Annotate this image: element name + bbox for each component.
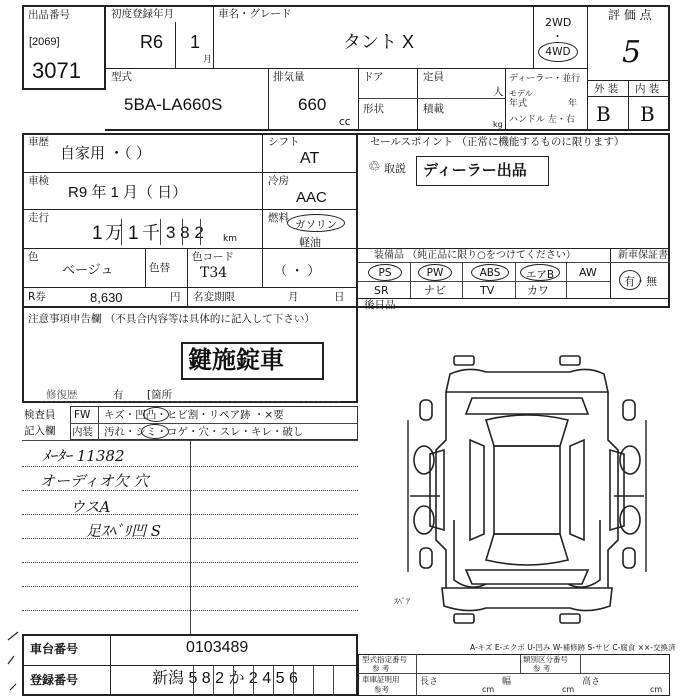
score-ext-label: 外 装 [594, 83, 619, 95]
model-year-label-2: 年式 [509, 99, 528, 109]
inspector-row2: 汚れ・シミ・コゲ・穴・スレ・キレ・破し [104, 426, 304, 438]
door-label: ドア [363, 71, 384, 83]
load-label: 積載 [423, 103, 444, 115]
cert-height: 高さ [582, 677, 601, 687]
mileage-man-unit: 万 [105, 223, 123, 243]
equip-aw: AW [579, 266, 597, 279]
color-value: ベージュ [62, 262, 114, 277]
repair-has: 有 [113, 389, 124, 401]
warranty-value: 有・無 [624, 275, 657, 288]
equip-ps: PS [368, 264, 402, 281]
mileage-man: 1 [92, 223, 103, 244]
equip-sr: SR [374, 284, 389, 297]
lock-stamp-text: 鍵施錠車 [188, 347, 284, 374]
first-reg-month: 1 [190, 32, 201, 52]
score-int: B [640, 102, 655, 126]
score-ext: B [596, 102, 611, 126]
fuel-paren: （ ・ ） [274, 263, 321, 278]
inspector-fw: FW [74, 409, 91, 421]
equipment-label: 装備品 （純正品に限り○をつけてください） [374, 250, 576, 261]
plate-label: 登録番号 [30, 673, 79, 687]
hand-line-1: ﾒｰﾀｰ 11382 [42, 447, 125, 465]
load-unit: kg [493, 120, 503, 129]
mileage-label: 走行 [28, 212, 49, 224]
first-reg-year: R6 [140, 32, 164, 52]
class-label-1: 類別区分番号 [523, 655, 568, 664]
first-reg-label: 初度登録年月 [111, 8, 174, 20]
displacement-unit: cc [339, 116, 351, 128]
hand-line-2: オーディオ欠 穴 [40, 472, 149, 490]
cert-length-unit: cm [482, 685, 495, 694]
model-designation-label-1: 型式指定番号 [362, 655, 407, 664]
drive-4wd: 4WD [545, 46, 571, 58]
recycle-label: R券 [28, 291, 46, 303]
name-change-month: 月 [288, 291, 299, 303]
usage-value: 自家用 ・（ ） [60, 145, 151, 162]
inspection-value: R9 年 1 月（ 日） [68, 184, 188, 201]
equip-leather: カワ [527, 284, 549, 297]
inspector-label-2: 記入欄 [24, 425, 56, 437]
inspector-label-1: 検査員 [24, 409, 56, 421]
name-change-day: 日 [334, 291, 345, 303]
color-label: 色 [28, 251, 39, 263]
hand-line-3: ウスA [70, 498, 111, 516]
recall-icon: ♲ [368, 159, 381, 175]
shift-value: AT [300, 150, 320, 167]
car-label: 車名・グレード [218, 8, 292, 20]
model-value: 5BA-LA660S [124, 95, 223, 114]
car-name: タント X [343, 32, 415, 52]
equip-navi: ナビ [424, 284, 446, 297]
cert-label-2: 参考 [374, 685, 389, 694]
drive-dot: ・ [552, 30, 563, 43]
repair-label: 修復歴 [46, 389, 78, 401]
usage-label: 車歴 [28, 136, 49, 148]
dealer-label: ディーラー・並行 [509, 74, 581, 84]
inspector-row1: キズ・凹凸・ヒビ割・リペア跡 ・×要 [104, 409, 284, 421]
warranty-label: 新車保証書 [618, 250, 668, 261]
fuel-diesel: 軽油 [299, 236, 321, 249]
score-int-label: 内 装 [635, 83, 660, 95]
cert-width-unit: cm [562, 685, 575, 694]
mileage-rest: 3 8 2 [166, 223, 204, 242]
score-value: 5 [622, 35, 642, 70]
listing-label: 出品番号 [28, 9, 70, 21]
equip-tv: TV [480, 284, 495, 297]
cert-label-1: 車庫証明用 [362, 675, 400, 684]
sales-points-label: セールスポイント （正常に機能するものに限ります） [370, 136, 625, 148]
model-designation-label-2: 参 考 [372, 664, 390, 673]
after-items-label: 後日品 [364, 299, 396, 311]
model-year-unit: 年 [568, 99, 578, 109]
chassis-label: 車台番号 [30, 642, 79, 656]
color-code: T34 [200, 265, 228, 281]
first-reg-month-unit: 月 [203, 55, 213, 65]
notes-label: 注意事項申告欄 （不具合内容等は具体的に記入して下さい） [28, 313, 315, 325]
listing-bracket: [2069] [29, 36, 60, 48]
mileage-sen-unit: 千 [142, 223, 160, 243]
displacement-value: 660 [298, 95, 327, 114]
handle-label: ハンドル 左・右 [509, 115, 575, 125]
color-code-label: 色コード [192, 251, 234, 263]
cert-height-unit: cm [650, 685, 663, 694]
recycle-amount: 8,630 [90, 290, 123, 305]
recall-text: 取説 [384, 162, 406, 175]
damage-legend: A-キズ E-エクボ U-凹み W-補修跡 S-サビ C-腐食 ××-交換済 [470, 643, 676, 652]
capacity-label: 定員 [423, 71, 444, 83]
inspection-label: 車検 [28, 175, 49, 187]
drive-2wd: 2WD [545, 16, 572, 29]
shape-label: 形状 [363, 103, 384, 115]
mileage-sen: 1 [128, 223, 139, 244]
fuel-label: 燃料 [268, 212, 289, 224]
chassis-value: 0103489 [186, 639, 249, 656]
aircon-label: 冷房 [268, 175, 289, 187]
capacity-unit: 人 [493, 86, 504, 98]
fuel-gasoline: ガソリン [295, 219, 337, 231]
score-label: 評 価 点 [608, 8, 652, 22]
aircon-value: AAC [296, 189, 327, 206]
spare-label: ｽﾍﾟｱ [394, 597, 410, 606]
equip-airbag: エアB [520, 264, 560, 281]
equip-pw: PW [418, 264, 452, 281]
name-change-label: 名変期限 [193, 291, 235, 303]
mileage-unit: km [223, 234, 237, 244]
recycle-yen: 円 [170, 291, 181, 303]
listing-number: 3071 [32, 58, 81, 83]
hand-line-4: 足ｽﾍﾞﾘ凹 S [86, 522, 162, 540]
repair-location: [箇所 [147, 389, 173, 401]
equip-abs: ABS [471, 264, 509, 281]
color-change-label: 色替 [149, 262, 170, 274]
dealer-stamp-text: ディーラー出品 [423, 162, 527, 179]
model-year-label-1: モデル [509, 89, 533, 98]
cert-width: 幅 [502, 677, 512, 687]
displacement-label: 排気量 [273, 71, 305, 83]
shift-label: シフト [268, 136, 300, 148]
plate-value: 新潟 5 8 2 か 2 4 5 6 [152, 670, 298, 687]
inspector-inner: 内装 [72, 426, 93, 438]
cert-length: 長さ [420, 677, 439, 687]
class-label-2: 参 考 [533, 664, 551, 673]
model-label: 型式 [111, 71, 132, 83]
